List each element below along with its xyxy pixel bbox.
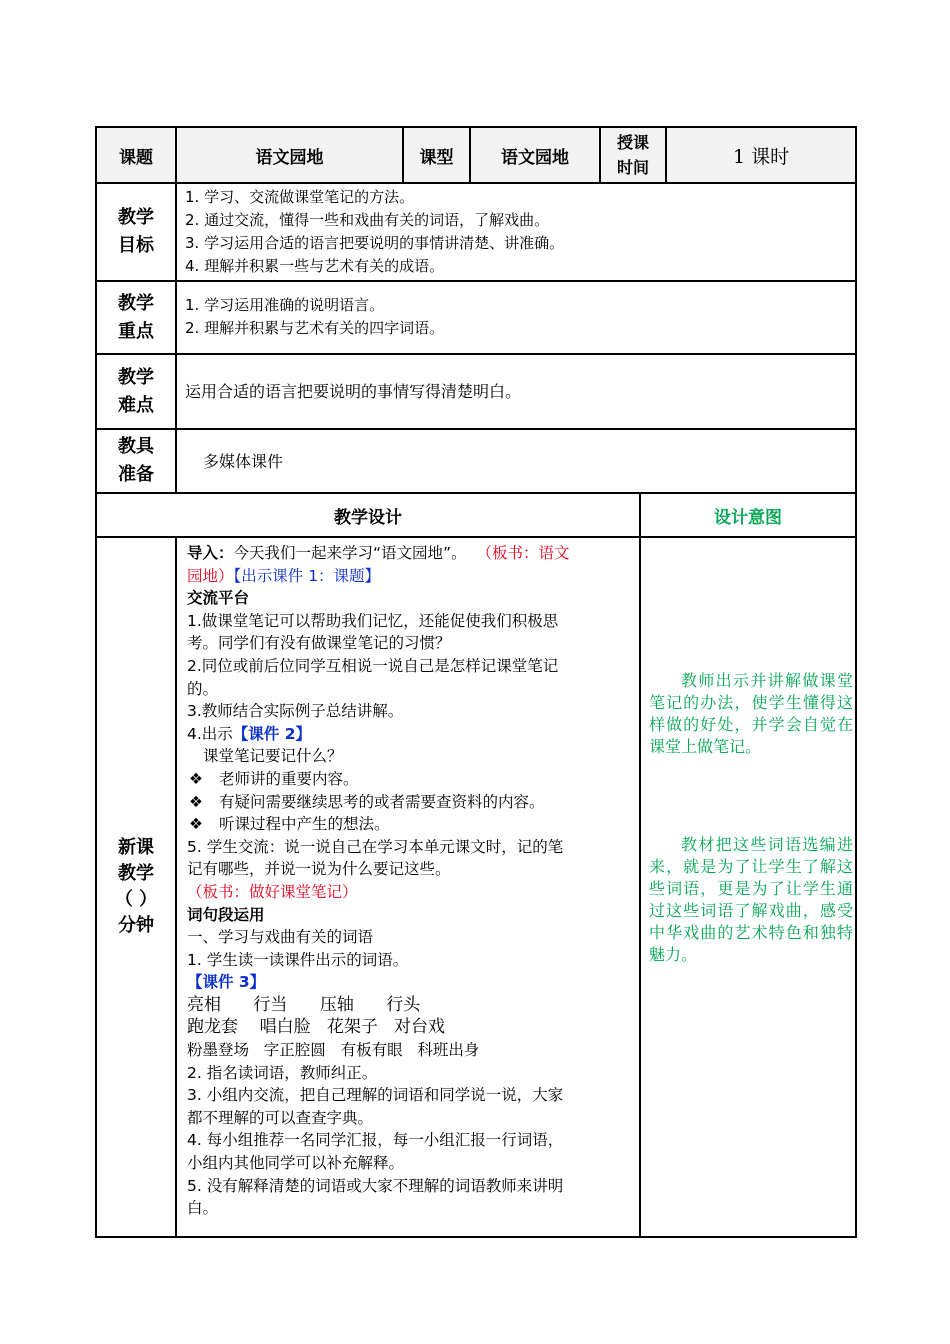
words-step-2: 2. 指名读词语，教师纠正。: [187, 1063, 378, 1082]
bullet-item: [187, 768, 631, 791]
words-step-1: 1. 学生读一读课件出示的词语。: [187, 950, 409, 969]
exchange-2a: 2.同位或前后位同学互相说一说自己是怎样记课堂笔记: [187, 656, 559, 675]
exchange-1b: 考。同学们有没有做课堂笔记的习惯？: [187, 634, 451, 653]
intro-board-b: 园地）: [187, 566, 234, 585]
board-note-2: （板书：做好课堂笔记）: [187, 882, 358, 901]
tools-row: [96, 429, 856, 493]
intent-content: [640, 537, 856, 1237]
key-points-label-line1: 教学: [118, 292, 154, 314]
diamond-bullet-icon: ❖: [189, 815, 203, 834]
part-1-title: 一、学习与戏曲有关的词语: [187, 928, 374, 947]
intro-line: [187, 542, 631, 565]
difficulty-label-line2: 难点: [118, 394, 154, 416]
type-label: 课型: [403, 127, 470, 183]
objectives-content: [176, 183, 856, 281]
words-title: 词句段运用: [187, 904, 265, 924]
lesson-plan-table: [95, 126, 857, 1238]
lesson-label-line4: 分钟: [118, 915, 154, 936]
exchange-4-courseware: 【课件 2】: [232, 724, 311, 743]
key-points-label-line2: 重点: [118, 320, 154, 342]
lesson-label-line2: 教学: [118, 863, 154, 884]
key-points-label: [96, 281, 176, 354]
objectives-label-line1: 教学: [118, 207, 154, 228]
words-step-4b: 小组内其他同学可以补充解释。: [187, 1154, 405, 1173]
intent-paragraph-2: 教材把这些词语选编进来，就是为了让学生了解这些词语，更是为了让学生通过这些词语了解戏曲，感受中华戏曲的艺术特色和独特魅力。: [649, 835, 854, 964]
header-row: [96, 127, 856, 183]
difficulty-text: 运用合适的语言把要说明的事情写得清楚明白。: [176, 354, 856, 429]
key-points-row: [96, 281, 856, 354]
difficulty-label: [96, 354, 176, 429]
bullet-text: 听课过程中产生的想法。: [219, 815, 390, 834]
words-step-4a: 4. 每小组推荐一名同学汇报，每一小组汇报一行词语，: [187, 1131, 564, 1150]
exchange-4: [187, 723, 631, 746]
intent-header: 设计意图: [640, 493, 856, 537]
words-step-3a: 3. 小组内交流，把自己理解的词语和同学说一说，大家: [187, 1086, 564, 1105]
tools-label-line2: 准备: [118, 464, 154, 485]
exchange-3: 3.教师结合实际例子总结讲解。: [187, 702, 404, 721]
exchange-5a: 5. 学生交流：说一说自己在学习本单元课文时，记的笔: [187, 837, 564, 856]
objectives-row: [96, 183, 856, 281]
design-header: 教学设计: [96, 493, 640, 537]
time-value: 1 课时: [666, 127, 856, 183]
exchange-4-text: 4.出示: [187, 724, 233, 743]
bullet-text: 老师讲的重要内容。: [219, 769, 359, 788]
tools-label-line1: 教具: [118, 436, 154, 457]
words-step-5a: 5. 没有解释清楚的词语或大家不理解的词语教师来讲明: [187, 1176, 564, 1195]
words-step-3b: 都不理解的可以查查字典。: [187, 1108, 374, 1127]
key-points-content: [176, 281, 856, 354]
words-line-2: 跑龙套 唱白脸 花架子 对台戏: [187, 1017, 446, 1038]
tools-text: 多媒体课件: [176, 429, 856, 493]
objectives-label-line2: 目标: [118, 235, 154, 256]
notes-question: 课堂笔记要记什么？: [203, 747, 343, 766]
exchange-5b: 记有哪些，并说一说为什么要记这些。: [187, 860, 451, 879]
bullet-item: [187, 791, 631, 814]
words-step-5b: 白。: [187, 1199, 219, 1218]
exchange-1a: 1.做课堂笔记可以帮助我们记忆，还能促使我们积极思: [187, 611, 559, 630]
topic-label: 课题: [96, 127, 176, 183]
objective-item: 3. 学习运用合适的语言把要说明的事情讲清楚、讲准确。: [185, 234, 565, 252]
diamond-bullet-icon: ❖: [189, 792, 203, 811]
key-point-item: 1. 学习运用准确的说明语言。: [185, 296, 385, 314]
intro-courseware: 【出示课件 1：课题】: [233, 566, 381, 585]
difficulty-row: [96, 354, 856, 429]
type-value: 语文园地: [470, 127, 600, 183]
intro-board-a: （板书：语文: [476, 544, 570, 562]
time-label-line1: 授课: [617, 133, 650, 152]
words-line-1: 亮相 行当 压轴 行头: [187, 994, 421, 1015]
objective-item: 2. 通过交流，懂得一些和戏曲有关的词语，了解戏曲。: [185, 211, 550, 229]
tools-label: [96, 429, 176, 493]
objective-item: 4. 理解并积累一些与艺术有关的成语。: [185, 257, 445, 275]
key-point-item: 2. 理解并积累与艺术有关的四字词语。: [185, 319, 445, 337]
intent-paragraph-1: 教师出示并讲解做课堂笔记的办法，使学生懂得这样做的好处，并学会自觉在课堂上做笔记。: [649, 671, 854, 756]
difficulty-label-line1: 教学: [118, 366, 154, 388]
words-courseware: 【课件 3】: [187, 973, 266, 992]
intro-head: 导入：: [187, 544, 234, 562]
intro-line-2: [187, 565, 631, 588]
lesson-label-line1: 新课: [118, 837, 154, 858]
lesson-row: [96, 537, 856, 1237]
intro-text: 今天我们一起来学习“语文园地”。: [233, 544, 467, 562]
diamond-bullet-icon: ❖: [189, 769, 203, 788]
objectives-label: [96, 183, 176, 281]
topic-value: 语文园地: [176, 127, 403, 183]
exchange-2b: 的。: [187, 679, 219, 698]
objective-item: 1. 学习、交流做课堂笔记的方法。: [185, 188, 415, 206]
time-label-line2: 时间: [617, 158, 650, 177]
time-label: [600, 127, 666, 183]
bullet-item: [187, 813, 631, 836]
lesson-label: [96, 537, 176, 1237]
lesson-label-line3: （ ）: [114, 889, 158, 910]
design-content: [176, 537, 640, 1237]
section-header-row: [96, 493, 856, 537]
bullet-text: 有疑问需要继续思考的或者需要查资料的内容。: [219, 792, 545, 811]
exchange-title: 交流平台: [187, 588, 250, 608]
words-line-3: 粉墨登场 字正腔圆 有板有眼 科班出身: [187, 1041, 480, 1060]
